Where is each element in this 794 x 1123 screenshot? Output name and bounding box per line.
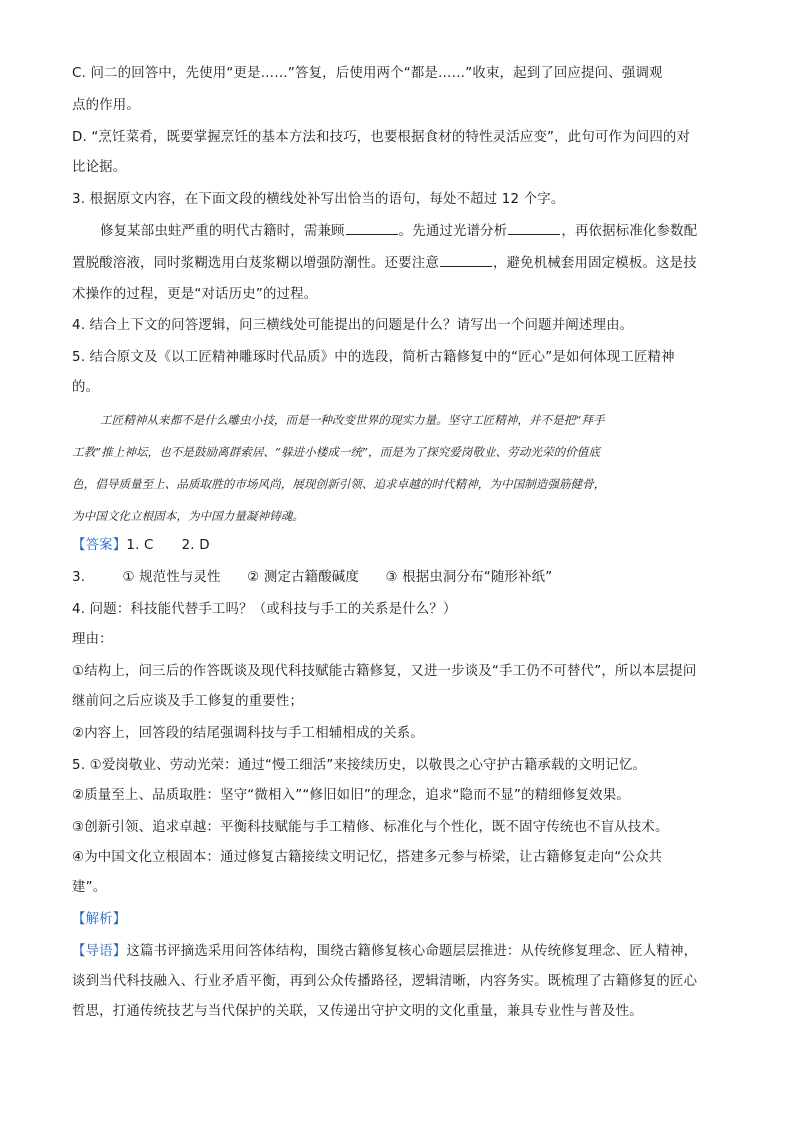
fill-blank-1 [346, 222, 398, 235]
intro-line-1 [72, 942, 732, 962]
q3-text: 修复某部虫蛀严重的明代古籍时，需兼顾 [100, 224, 345, 239]
intro-line-3: 哲思，打通传统技艺与当代保护的关联，又传递出守护文明的文化重量，兼具专业性与普及性。 [72, 1004, 643, 1019]
question-5-line-1: 5. 结合原文及《以工匠精神雕琢时代品质》中的选段，简析古籍修复中的“匠心”是如何体现工匠精神 [72, 350, 675, 365]
q3-text: 置脱酸溶液，同时浆糊选用白芨浆糊以增强防潮性。还要注意 [72, 256, 439, 271]
answer-5-point-2: ②质量至上、品质取胜：坚守“微相入”“修旧如旧”的理念，追求“隐而不显”的精细修复效果。 [72, 788, 630, 803]
q3-paragraph-line-2 [72, 254, 732, 274]
answer-5-point-4-line-2: 建”。 [72, 880, 107, 895]
answer-3-text: 测定古籍酸碱度 [263, 570, 359, 585]
answer-line-1 [72, 536, 732, 556]
answer-4-question: 4. 问题：科技能代替手工吗？（或科技与手工的关系是什么？） [72, 602, 457, 617]
fill-blank-3 [440, 254, 492, 267]
answer-4-reason-label: 理由： [72, 632, 113, 647]
answer-5-point-4-line-1: ④为中国文化立根固本：通过修复古籍接续文明记忆，搭建多元参与桥梁，让古籍修复走向“公众共 [72, 850, 663, 865]
answer-5-point-1: 5. ①爱岗敬业、劳动光荣：通过“慢工细活”来接续历史，以敬畏之心守护古籍承载的文明记忆。 [72, 758, 647, 773]
answer-3-mark: ② [247, 570, 260, 585]
fill-blank-2 [508, 222, 560, 235]
question-4: 4. 结合上下文的问答逻辑，问三横线处可能提出的问题是什么？请写出一个问题并阐述理由。 [72, 318, 634, 333]
excerpt-line-1: 工匠精神从来都不是什么雕虫小技，而是一种改变世界的现实力量。坚守工匠精神，并不是把“拜手 [100, 413, 605, 427]
answer-3-line [72, 568, 732, 588]
q3-paragraph-line-1 [100, 222, 760, 242]
option-d-line-2: 比论据。 [72, 160, 127, 175]
answer-3-mark: ③ [385, 570, 398, 585]
question-5-line-2: 的。 [72, 380, 100, 395]
question-3: 3. 根据原文内容，在下面文段的横线处补写出恰当的语句，每处不超过 12 个字。 [72, 192, 565, 207]
answer-3-item [247, 568, 359, 588]
analysis-tag: 【解析】 [72, 912, 127, 927]
answer-3-item [385, 568, 552, 588]
answer-1: 1. C [126, 538, 154, 553]
excerpt-line-2: 工教”推上神坛，也不是鼓励离群索居、“躲进小楼成一统”，而是为了探究爱岗敬业、劳动光荣的价值底 [72, 445, 600, 459]
q3-text: ，避免机械套用固定模板。这是技 [492, 256, 697, 271]
excerpt-line-4: 为中国文化立根固本，为中国力量凝神铸魂。 [72, 509, 304, 523]
intro-tag: 【导语】 [72, 944, 127, 959]
q3-text: ，再依据标准化参数配 [561, 224, 698, 239]
answer-tag: 【答案】 [72, 538, 127, 553]
answer-3-item [122, 568, 220, 588]
answer-4-reason-1-line-2: 继前问之后应谈及手工修复的重要性； [72, 694, 304, 709]
answer-4-reason-1-line-1: ①结构上，问三后的作答既谈及现代科技赋能古籍修复，又进一步谈及“手工仍不可替代”，所以本层提问 [72, 664, 697, 679]
answer-3-number: 3. [72, 570, 86, 585]
answer-3-text: 规范性与灵性 [139, 570, 221, 585]
answer-3-mark: ① [122, 570, 135, 585]
option-c-line-2: 点的作用。 [72, 98, 140, 113]
answer-3-text: 根据虫洞分布“随形补纸” [402, 570, 553, 585]
q3-text: 。先通过光谱分析 [398, 224, 508, 239]
q3-paragraph-line-3: 术操作的过程，更是“对话历史”的过程。 [72, 287, 318, 302]
intro-line-2: 谈到当代科技融入、行业矛盾平衡，再到公众传播路径，逻辑清晰，内容务实。既梳理了古籍修复的匠心 [72, 974, 698, 989]
excerpt-line-3: 色，倡导质量至上、品质取胜的市场风尚，展现创新引领、追求卓越的时代精神，为中国制造强筋健骨， [72, 477, 606, 491]
option-d-line-1: D. “烹饪菜肴，既要掌握烹饪的基本方法和技巧，也要根据食材的特性灵活应变”，此句可作为问四的对 [72, 130, 691, 145]
answer-5-point-3: ③创新引领、追求卓越：平衡科技赋能与手工精修、标准化与个性化，既不固守传统也不盲从技术。 [72, 820, 669, 835]
option-c-line-1: C. 问二的回答中，先使用“更是……”答复，后使用两个“都是……”收束，起到了回应提问、强调观 [72, 66, 663, 81]
answer-2: 2. D [181, 538, 210, 553]
intro-text: 这篇书评摘选采用问答体结构，围绕古籍修复核心命题层层推进：从传统修复理念、匠人精神， [126, 944, 698, 959]
answer-4-reason-2: ②内容上，回答段的结尾强调科技与手工相辅相成的关系。 [72, 726, 424, 741]
